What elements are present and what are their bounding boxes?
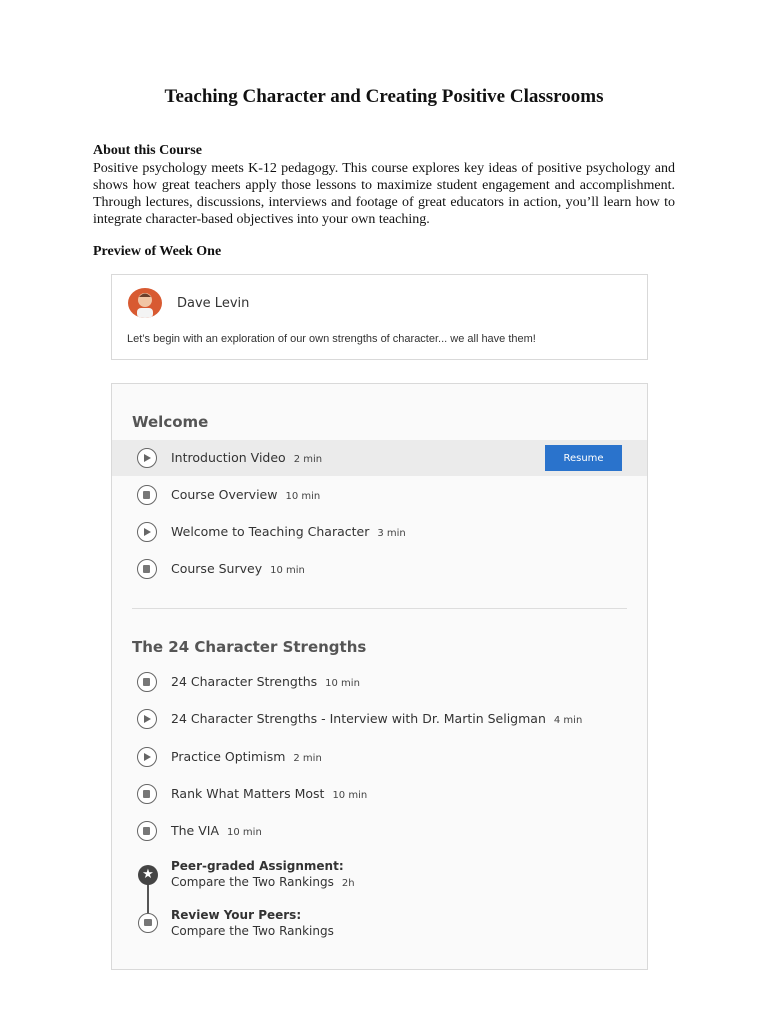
- author-quote: Let’s begin with an exploration of our own strengths of character... we all have them!: [127, 333, 536, 345]
- star-icon: [138, 865, 158, 885]
- play-icon: [137, 448, 157, 468]
- milestone-kind: Review Your Peers:: [171, 908, 302, 922]
- lesson-duration: 2 min: [293, 454, 323, 465]
- lesson-label: [171, 674, 360, 689]
- lesson-duration: 10 min: [285, 491, 321, 502]
- reading-icon: [137, 672, 157, 692]
- lesson-row[interactable]: [112, 813, 647, 849]
- play-icon: [137, 709, 157, 729]
- module-divider: [132, 608, 627, 609]
- preview-heading: Preview of Week One: [93, 244, 222, 259]
- reading-icon: [137, 485, 157, 505]
- lesson-title: 24 Character Strengths - Interview with Dr. Martin Seligman: [171, 711, 546, 726]
- lesson-label: [171, 823, 262, 838]
- lesson-row[interactable]: [112, 477, 647, 513]
- lesson-row[interactable]: [112, 739, 647, 775]
- document-title: Teaching Character and Creating Positive Classrooms: [164, 86, 604, 107]
- resume-button[interactable]: Resume: [545, 445, 622, 471]
- avatar: [128, 288, 162, 318]
- lesson-duration: 10 min: [270, 565, 305, 576]
- lesson-duration: 10 min: [325, 678, 360, 689]
- reading-icon: [137, 784, 157, 804]
- lesson-title: Course Survey: [171, 561, 263, 576]
- lesson-label: [171, 711, 582, 726]
- lesson-label: [171, 487, 320, 502]
- lesson-duration: 10 min: [332, 790, 368, 801]
- lesson-row[interactable]: [112, 701, 647, 737]
- lesson-label: [171, 749, 322, 764]
- lesson-title: Practice Optimism: [171, 749, 286, 764]
- lesson-title: 24 Character Strengths: [171, 674, 318, 689]
- milestone-title: Compare the Two Rankings: [171, 875, 334, 889]
- module-title: Welcome: [132, 413, 209, 431]
- milestone-title: Compare the Two Rankings: [171, 924, 334, 938]
- lesson-label: [171, 786, 367, 801]
- lesson-row[interactable]: [112, 514, 647, 550]
- module-title: The 24 Character Strengths: [132, 638, 367, 656]
- milestone-duration: 2h: [341, 878, 355, 889]
- lesson-title: Welcome to Teaching Character: [171, 524, 370, 539]
- lesson-duration: 2 min: [293, 753, 322, 764]
- milestone-kind: Peer-graded Assignment:: [171, 859, 344, 873]
- lesson-row[interactable]: [112, 551, 647, 587]
- reading-icon: [137, 821, 157, 841]
- lesson-title: Introduction Video: [171, 450, 286, 465]
- play-icon: [137, 522, 157, 542]
- author-name: Dave Levin: [177, 296, 250, 311]
- about-body: Positive psychology meets K-12 pedagogy. This course explores key ideas of positive psychology and shows how great teachers apply those lessons to maximize student engagement and accomplishment. Through lectures, discussions, interviews and footage of great educators in action, you’ll learn how to integrate character-based objectives into your own teaching.: [93, 161, 675, 227]
- lesson-duration: 3 min: [377, 528, 406, 539]
- lesson-title: Course Overview: [171, 487, 278, 502]
- about-heading: About this Course: [93, 143, 202, 158]
- lesson-title: The VIA: [171, 823, 220, 838]
- person-avatar-icon: [128, 288, 162, 318]
- lesson-title: Rank What Matters Most: [171, 786, 325, 801]
- lesson-label: [171, 450, 322, 465]
- week-one-panel: [111, 383, 648, 970]
- lesson-row[interactable]: [112, 776, 647, 812]
- review-peers[interactable]: [171, 907, 334, 939]
- reading-icon: [137, 559, 157, 579]
- lesson-label: [171, 524, 406, 539]
- author-card: [111, 274, 648, 360]
- lesson-duration: 4 min: [553, 715, 583, 726]
- lesson-duration: 10 min: [227, 827, 262, 838]
- lesson-row[interactable]: [112, 664, 647, 700]
- lesson-label: [171, 561, 305, 576]
- review-icon: [138, 913, 158, 933]
- peer-graded-assignment[interactable]: [171, 858, 355, 892]
- play-icon: [137, 747, 157, 767]
